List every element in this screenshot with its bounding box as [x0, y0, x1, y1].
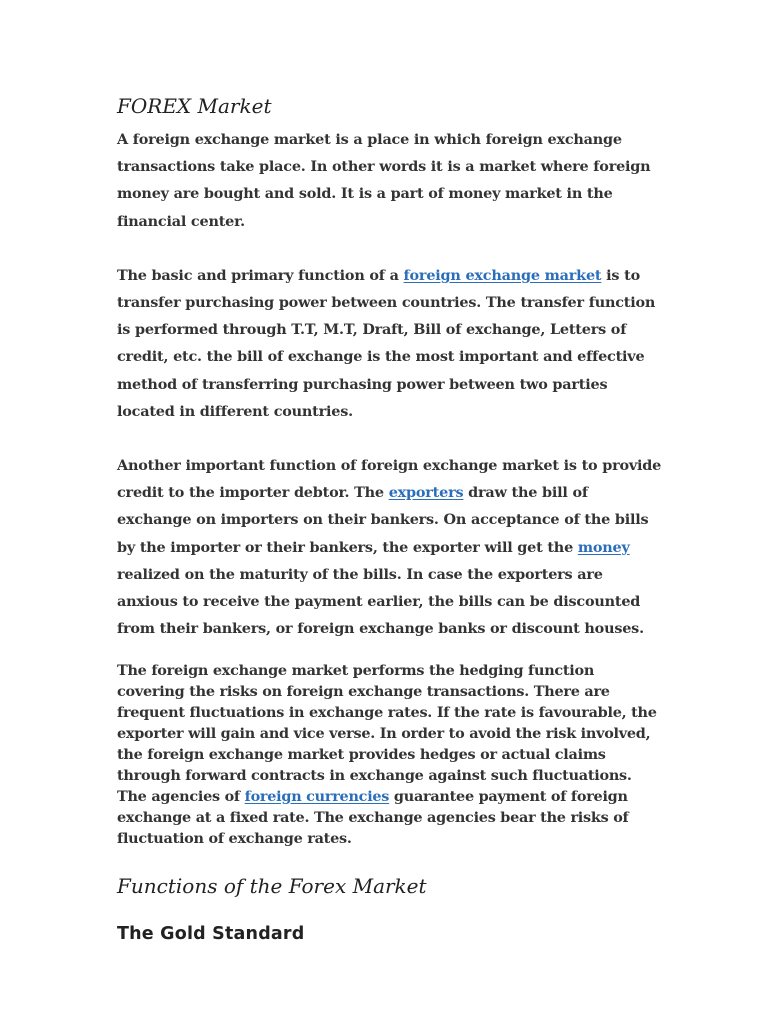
- link-foreign-currencies[interactable]: foreign currencies: [244, 787, 390, 805]
- paragraph-basic-function: [117, 262, 662, 425]
- paragraph-text: The foreign exchange market performs the hedging function covering the risks on foreign exchange transactions. There are frequent fluctuations in exchange rates. If the rate is favourable, the exporter will gain and vice verse. In order to avoid the risk involved, the foreign exchange market provides hedges or actual claims through forward contracts in exchange against such fluctuations. The agencies of: [117, 662, 657, 805]
- paragraph-text: Another important function of foreign exchange market is to provide credit to the importer debtor. The: [117, 457, 662, 502]
- paragraph-text: is to transfer purchasing power between countries. The transfer function is performed through T.T, M.T, Draft, Bill of exchange, Letters of credit, etc. the bill of exchange is the most important and effective method of transferring purchasing power between two parties located in different countries.: [117, 266, 656, 420]
- section-subtitle: Functions of the Forex Market: [117, 873, 427, 898]
- link-money[interactable]: money: [577, 538, 630, 556]
- link-foreign-exchange-market[interactable]: foreign exchange market: [403, 266, 602, 284]
- page-title: FOREX Market: [117, 94, 272, 118]
- link-exporters[interactable]: exporters: [388, 484, 464, 502]
- document-body: [117, 92, 662, 946]
- paragraph-text: guarantee payment of foreign exchange at a fixed rate. The exchange agencies bear the risks of fluctuation of exchange rates.: [117, 787, 629, 847]
- paragraph-hedging-function: [117, 661, 662, 849]
- section-heading: The Gold Standard: [117, 923, 305, 944]
- paragraph-text: The basic and primary function of a: [117, 266, 404, 284]
- paragraph-text: realized on the maturity of the bills. In case the exporters are anxious to receive the payment earlier, the bills can be discounted from their bankers, or foreign exchange banks or discount houses.: [117, 565, 644, 638]
- paragraph-intro: A foreign exchange market is a place in which foreign exchange transactions take place. In other words it is a market where foreign money are bought and sold. It is a part of money market in the financial center.: [117, 131, 651, 230]
- paragraph-credit-function: [117, 452, 662, 642]
- paragraph-text: draw the bill of exchange on importers on their bankers. On acceptance of the bills by the importer or their bankers, the exporter will get the: [117, 484, 649, 556]
